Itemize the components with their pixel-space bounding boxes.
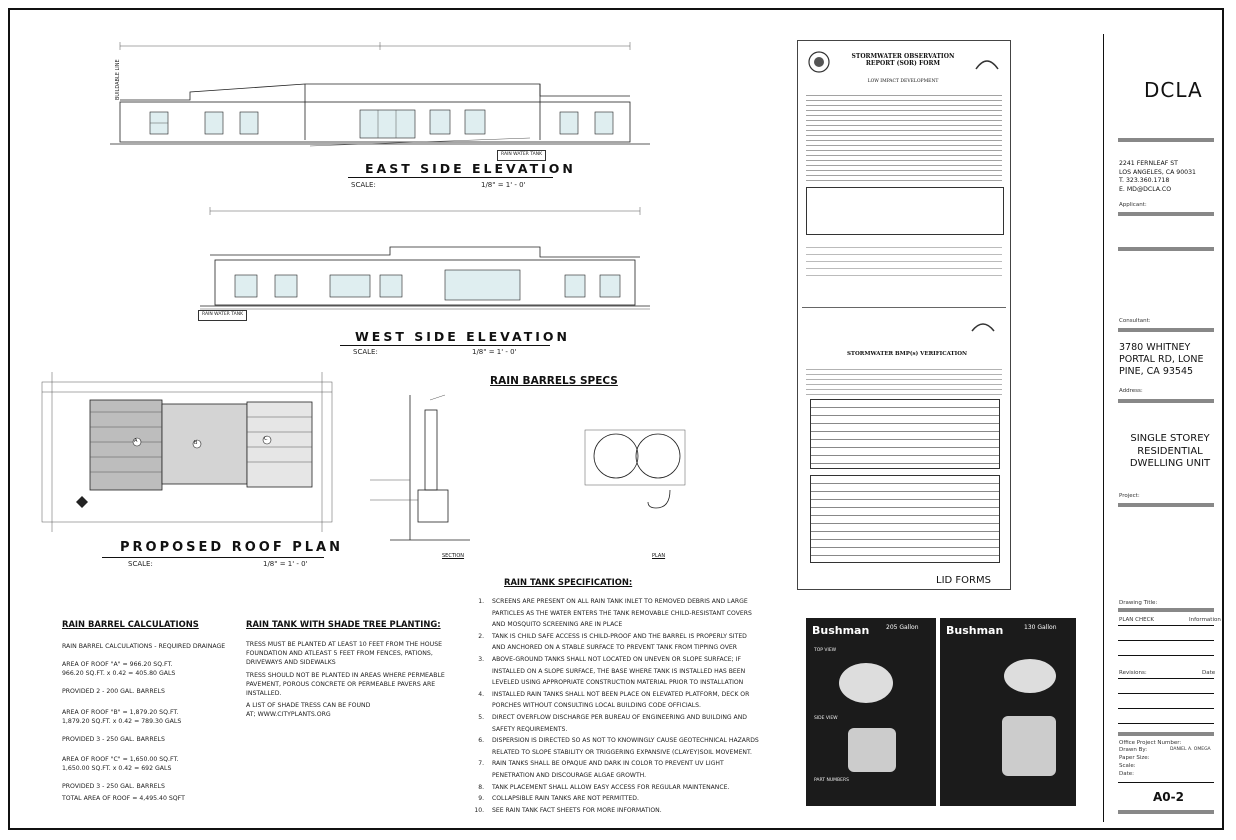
rain-water-tank-label-west: RAIN WATER TANK — [198, 310, 247, 321]
top-view-label-left: TOP VIEW — [814, 648, 837, 653]
west-scale-label: SCALE: — [353, 348, 378, 356]
bushman-sheet-205 — [806, 618, 936, 806]
roof-scale-label: SCALE: — [128, 560, 153, 568]
tank-top-view-left — [836, 658, 896, 708]
consultant-label: Consultant: — [1119, 318, 1151, 324]
bushman-model-130: 130 Gallon — [1024, 624, 1057, 631]
office-project-label: Office Project Number: — [1119, 740, 1182, 746]
drawn-by-value: DANIEL A. OMEGA — [1170, 747, 1211, 752]
rain-barrel-section-drawing — [370, 390, 480, 550]
shade-tree-p1: TRESS MUST BE PLANTED AT LEAST 10 FEET FROM THE HOUSE FOUNDATION AND ATLEAST 5 FEET FROM FENCES, PATIONS, DRIVEWAYS AND SIDEWALKS — [246, 641, 443, 666]
spec-item: 7. RAIN TANKS SHALL BE OPAQUE AND DARK IN COLOR TO PREVENT UV LIGHT PENETRATION AND DISCOURAGE ALGAE GROWTH. — [486, 758, 762, 781]
drawn-by-label: Drawn By: — [1119, 747, 1148, 753]
rain-barrel-plan-drawing — [580, 410, 690, 560]
west-scale: 1/8" = 1' - 0' — [472, 348, 517, 356]
lid-forms-label: LID FORMS — [936, 575, 991, 586]
east-scale-label: SCALE: — [351, 181, 376, 189]
calc-block-c — [62, 756, 178, 791]
east-elevation-drawing — [110, 40, 650, 165]
firm-address: 2241 FERNLEAF ST LOS ANGELES, CA 90031 T. 323.360.1718 E. MD@DCLA.CO — [1119, 160, 1196, 193]
revisions-label: Revisions: — [1119, 670, 1147, 676]
buildable-line-label: BUILDABLE LINE — [115, 59, 121, 100]
spec-item: 1. SCREENS ARE PRESENT ON ALL RAIN TANK INLET TO REMOVED DEBRIS AND LARGE PARTICLES AS THE WATER ENTERS THE TANK REMOVABLE CHILD-RESISTANT COVERS AND MOSQUITO SCREENING ARE IN PLACE — [486, 596, 762, 631]
applicant-label: Applicant: — [1119, 202, 1147, 208]
revisions-date-label: Date — [1202, 670, 1216, 676]
lid-logo-icon-2 — [970, 317, 996, 333]
roof-scale: 1/8" = 1' - 0' — [263, 560, 308, 568]
tank-side-view-right — [996, 714, 1062, 778]
shade-tree-title: RAIN TANK WITH SHADE TREE PLANTING: — [246, 619, 441, 629]
roof-plan-title: PROPOSED ROOF PLAN — [120, 540, 343, 555]
sheet-number: A0-2 — [1153, 790, 1184, 804]
east-elevation-title: EAST SIDE ELEVATION — [365, 161, 576, 176]
information-label: Information — [1189, 617, 1221, 623]
spec-item: 5. DIRECT OVERFLOW DISCHARGE PER BUREAU OF ENGINEERING AND BUILDING AND SAFETY REQUIREMENTS. — [486, 712, 762, 735]
site-address: 3780 WHITNEY PORTAL RD, LONE PINE, CA 93545 — [1119, 342, 1204, 377]
calc-a-provided: PROVIDED 2 - 200 GAL. BARRELS — [62, 687, 165, 695]
bushman-model-205: 205 Gallon — [886, 624, 919, 631]
sor-form-title: STORMWATER OBSERVATION REPORT (SOR) FORM — [851, 53, 955, 67]
west-elevation-drawing — [200, 205, 650, 325]
calc-block-b — [62, 709, 181, 744]
calc-block-a — [62, 661, 175, 696]
sor-form-subtitle: LOW IMPACT DEVELOPMENT — [867, 79, 939, 84]
shade-tree-p2: TRESS SHOULD NOT BE PLANTED IN AREAS WHERE PERMEABLE PAVEMENT, POROUS CONCRETE OR PERMEABLE PAVERS ARE INSTALLED. — [246, 672, 445, 697]
calc-total: TOTAL AREA OF ROOF = 4,495.40 SQFT — [62, 795, 185, 802]
spec-item: 10. SEE RAIN TANK FACT SHEETS FOR MORE INFORMATION. — [486, 805, 762, 817]
paper-size-label: Paper Size: — [1119, 755, 1150, 761]
calc-c-area: AREA OF ROOF "C" = 1,650.00 SQ.FT. — [62, 756, 179, 763]
project-name: SINGLE STOREY RESIDENTIAL DWELLING UNIT — [1129, 433, 1211, 469]
plan-check-label: PLAN CHECK — [1119, 617, 1155, 623]
tank-top-view-right — [1000, 654, 1060, 698]
calc-a-gallons: 966.20 SQ.FT. x 0.42 = 405.80 GALS — [62, 669, 176, 677]
roof-area-a-label: A — [134, 438, 138, 444]
spec-item: 9. COLLAPSIBLE RAIN TANKS ARE NOT PERMITTED. — [486, 793, 762, 805]
calc-a-area: AREA OF ROOF "A" = 966.20 SQ.FT. — [62, 661, 173, 668]
scale-label: Scale: — [1119, 763, 1136, 769]
calc-c-provided: PROVIDED 3 - 250 GAL. BARRELS — [62, 782, 165, 790]
side-view-label-left: SIDE VIEW — [814, 716, 838, 721]
spec-item: 3. ABOVE-GROUND TANKS SHALL NOT LOCATED ON UNEVEN OR SLOPE SURFACE; IF INSTALLED ON A SLOPE SURFACE, THE BASE WHERE TANK IS INSTALLED HAS BEEN LEVELED USING APPROPRIATE CONSTRUCTION MATERIAL PRIOR TO INSTALLATION — [486, 654, 762, 689]
roof-area-c-label: C — [264, 436, 268, 442]
bmp-verification-title: STORMWATER BMP(s) VERIFICATION — [846, 351, 968, 357]
spec-item: 6. DISPERSION IS DIRECTED SO AS NOT TO KNOWINGLY CAUSE GEOTECHNICAL HAZARDS RELATED TO SLOPE STABILITY OR TRIGGERING EXPANSIVE (CLAYEY)SOIL MOVEMENT. — [486, 735, 762, 758]
bmp-verification-form — [802, 313, 1006, 565]
plan-label: PLAN — [652, 553, 666, 559]
spec-item: 8. TANK PLACEMENT SHALL ALLOW EASY ACCESS FOR REGULAR MAINTENANCE. — [486, 782, 762, 794]
title-block — [1103, 34, 1105, 822]
city-seal-icon — [808, 51, 830, 73]
west-elevation-title: WEST SIDE ELEVATION — [355, 329, 570, 344]
drawing-title-label: Drawing Title: — [1119, 600, 1158, 606]
spec-item: 2. TANK IS CHILD SAFE ACCESS IS CHILD-PROOF AND THE BARREL IS PROPERLY SITED AND ANCHORED ON A STABLE SURFACE TO PREVENT TANK FROM TIPPING OVER — [486, 631, 762, 654]
bushman-sheet-130 — [940, 618, 1076, 806]
rain-barrels-specs-title: RAIN BARRELS SPECS — [490, 375, 618, 387]
lid-forms-panel — [797, 40, 1011, 590]
east-scale: 1/8" = 1' - 0' — [481, 181, 526, 189]
roof-area-b-label: B — [194, 440, 198, 446]
sor-form — [802, 45, 1006, 308]
date-label: Date: — [1119, 771, 1134, 777]
rain-water-tank-label-east: RAIN WATER TANK — [497, 150, 546, 161]
project-label: Project: — [1119, 493, 1140, 499]
drawing-sheet — [8, 8, 1224, 830]
address-label: Address: — [1119, 388, 1143, 394]
specification-list — [472, 596, 762, 816]
lid-logo-icon — [974, 53, 1000, 71]
bushman-brand-right: Bushman — [946, 624, 1004, 637]
section-label: SECTION — [442, 553, 465, 559]
tank-side-view-left — [842, 726, 902, 774]
calc-c-gallons: 1,650.00 SQ.FT. x 0.42 = 692 GALS — [62, 764, 172, 772]
spec-item: 4. INSTALLED RAIN TANKS SHALL NOT BEEN PLACE ON ELEVATED PLATFORM, DECK OR PORCHES WITHOUT CONSULTING LOCAL BUILDING CODE OFFICIALS. — [486, 689, 762, 712]
specification-title: RAIN TANK SPECIFICATION: — [504, 577, 633, 587]
calc-b-area: AREA OF ROOF "B" = 1,879.20 SQ.FT. — [62, 709, 179, 716]
calculations-subtitle: RAIN BARREL CALCULATIONS - REQUIRED DRAINAGE — [62, 643, 226, 650]
calc-b-gallons: 1,879.20 SQ.FT. x 0.42 = 789.30 GALS — [62, 717, 182, 725]
firm-name: DCLA — [1144, 78, 1203, 102]
calc-b-provided: PROVIDED 3 - 250 GAL. BARRELS — [62, 735, 165, 743]
roof-plan-drawing — [42, 372, 332, 532]
part-numbers-label-left: PART NUMBERS — [814, 778, 849, 783]
calculations-title: RAIN BARREL CALCULATIONS — [62, 619, 199, 629]
shade-tree-p3: A LIST OF SHADE TRESS CAN BE FOUND AT; WWW.CITYPLANTS.ORG — [246, 702, 371, 718]
bushman-brand-left: Bushman — [812, 624, 870, 637]
